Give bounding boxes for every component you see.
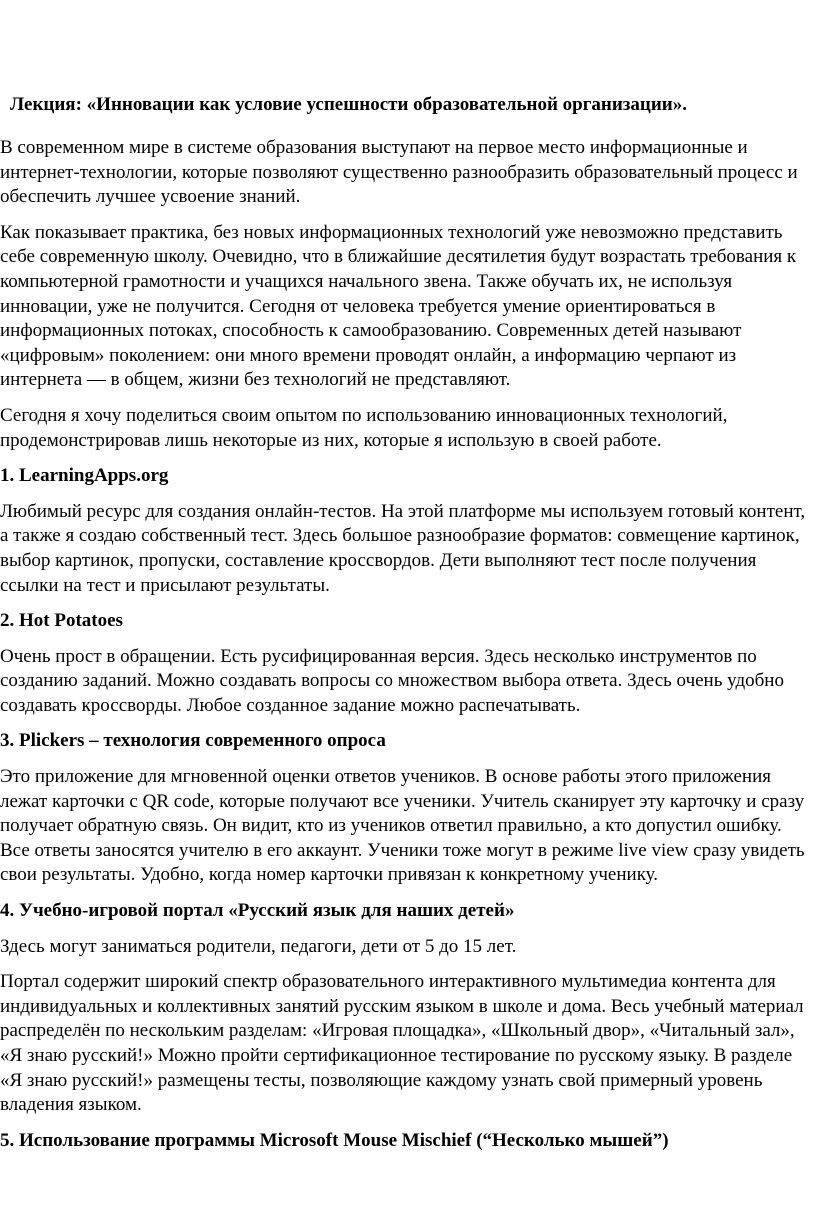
section-heading-hot-potatoes: 2. Hot Potatoes bbox=[0, 610, 123, 632]
section-heading-russian-portal: 4. Учебно-игровой портал «Русский язык для наших детей» bbox=[0, 900, 515, 922]
section-paragraph-hot-potatoes: Очень прост в обращении. Есть русифицированная версия. Здесь несколько инструментов по созданию заданий. Можно создавать вопросы со множеством выбора ответа. Здесь очень удобно создавать кроссворды. Любое созданное задание можно распечатывать. bbox=[0, 645, 784, 716]
section-heading-learningapps: 1. LearningApps.org bbox=[0, 465, 169, 487]
document-body bbox=[0, 136, 816, 1164]
section-paragraph-russian-portal-2: Портал содержит широкий спектр образовательного интерактивного мультимедиа контента для индивидуальных и коллективных занятий русским языком в школе и дома. Весь учебный материал распределён по нескольким разделам: «Игровая площадка», «Школьный двор», «Читальный зал», «Я знаю русский!» Можно пройти сертификационное тестирование по русскому языку. В разделе «Я знаю русский!» размещены тесты, позволяющие каждому узнать свой примерный уровень владения языком. bbox=[0, 971, 804, 1116]
intro-paragraph-3: Сегодня я хочу поделиться своим опытом по использованию инновационных технологий, продемонстрировав лишь некоторые из них, которые я использую в своей работе. bbox=[0, 404, 728, 451]
section-heading-plickers: 3. Plickers – технология современного опроса bbox=[0, 730, 386, 752]
section-paragraph-plickers: Это приложение для мгновенной оценки ответов учеников. В основе работы этого приложения лежат карточки с QR code, которые получают все ученики. Учитель сканирует эту карточку и сразу получает обратную связь. Он видит, кто из учеников ответил правильно, а кто допустил ошибку. Все ответы заносятся учителю в его аккаунт. Ученики тоже могут в режиме live view сразу увидеть свои результаты. Удобно, когда номер карточки привязан к конкретному ученику. bbox=[0, 766, 805, 886]
lecture-title: Лекция: «Инновации как условие успешности образовательной организации». bbox=[10, 94, 687, 115]
intro-paragraph-1: В современном мире в системе образования выступают на первое место информационные и интернет-технологии, которые позволяют существенно разнообразить образовательный процесс и обеспечить лучшее усвоение знаний. bbox=[0, 137, 798, 208]
section-heading-mouse-mischief: 5. Использование программы Microsoft Mouse Mischief (“Несколько мышей”) bbox=[0, 1129, 669, 1151]
section-paragraph-russian-portal-1: Здесь могут заниматься родители, педагоги, дети от 5 до 15 лет. bbox=[0, 935, 517, 957]
intro-paragraph-2: Как показывает практика, без новых информационных технологий уже невозможно представить себе современную школу. Очевидно, что в ближайшие десятилетия будут возрастать требования к компьютерной грамотности и учащихся начального звена. Также обучать их, не используя инновации, уже не получится. Сегодня от человека требуется умение ориентироваться в информационных потоках, способность к самообразованию. Современных детей называют «цифровым» поколением: они много времени проводят онлайн, а информацию черпают из интернета — в общем, жизни без технологий не представляют. bbox=[0, 221, 797, 391]
section-paragraph-learningapps: Любимый ресурс для создания онлайн-тестов. На этой платформе мы используем готовый контент, а также я создаю собственный тест. Здесь большое разнообразие форматов: совмещение картинок, выбор картинок, пропуски, составление кроссвордов. Дети выполняют тест после получения ссылки на тест и присылают результаты. bbox=[0, 500, 806, 596]
